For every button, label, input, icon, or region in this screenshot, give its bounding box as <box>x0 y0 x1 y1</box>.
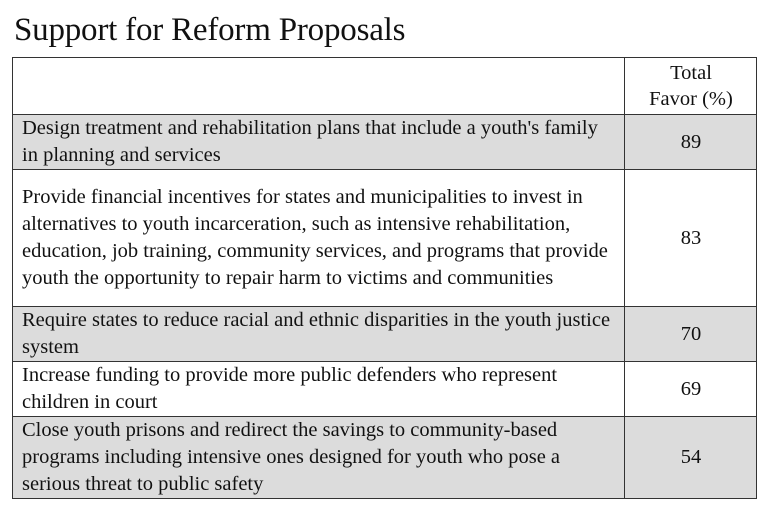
table-row <box>13 362 757 417</box>
reform-proposals-table <box>12 57 757 499</box>
proposal-cell: Require states to reduce racial and ethnic disparities in the youth justice system <box>13 307 625 362</box>
table-row <box>13 170 757 307</box>
table-header-row <box>13 58 757 115</box>
header-proposal-cell <box>13 58 625 115</box>
proposal-cell: Design treatment and rehabilitation plans that include a youth's family in planning and services <box>13 115 625 170</box>
header-total-favor-line-1: Total <box>670 62 712 84</box>
header-total-favor-cell <box>625 58 757 115</box>
chart-title: Support for Reform Proposals <box>14 12 406 48</box>
proposal-cell: Provide financial incentives for states and municipalities to invest in alternatives to youth incarceration, such as intensive rehabilitation, education, job training, community services, and programs that provide youth the opportunity to repair harm to victims and communities <box>13 170 625 307</box>
table-row <box>13 115 757 170</box>
table-row <box>13 417 757 499</box>
favor-value-cell: 89 <box>625 115 757 170</box>
favor-value-cell: 70 <box>625 307 757 362</box>
favor-value-cell: 83 <box>625 170 757 307</box>
header-total-favor-line-2: Favor (%) <box>649 88 733 110</box>
favor-value-cell: 54 <box>625 417 757 499</box>
favor-value-cell: 69 <box>625 362 757 417</box>
proposal-cell: Increase funding to provide more public defenders who represent children in court <box>13 362 625 417</box>
proposal-cell: Close youth prisons and redirect the savings to community-based programs including intensive ones designed for youth who pose a serious threat to public safety <box>13 417 625 499</box>
table-row <box>13 307 757 362</box>
